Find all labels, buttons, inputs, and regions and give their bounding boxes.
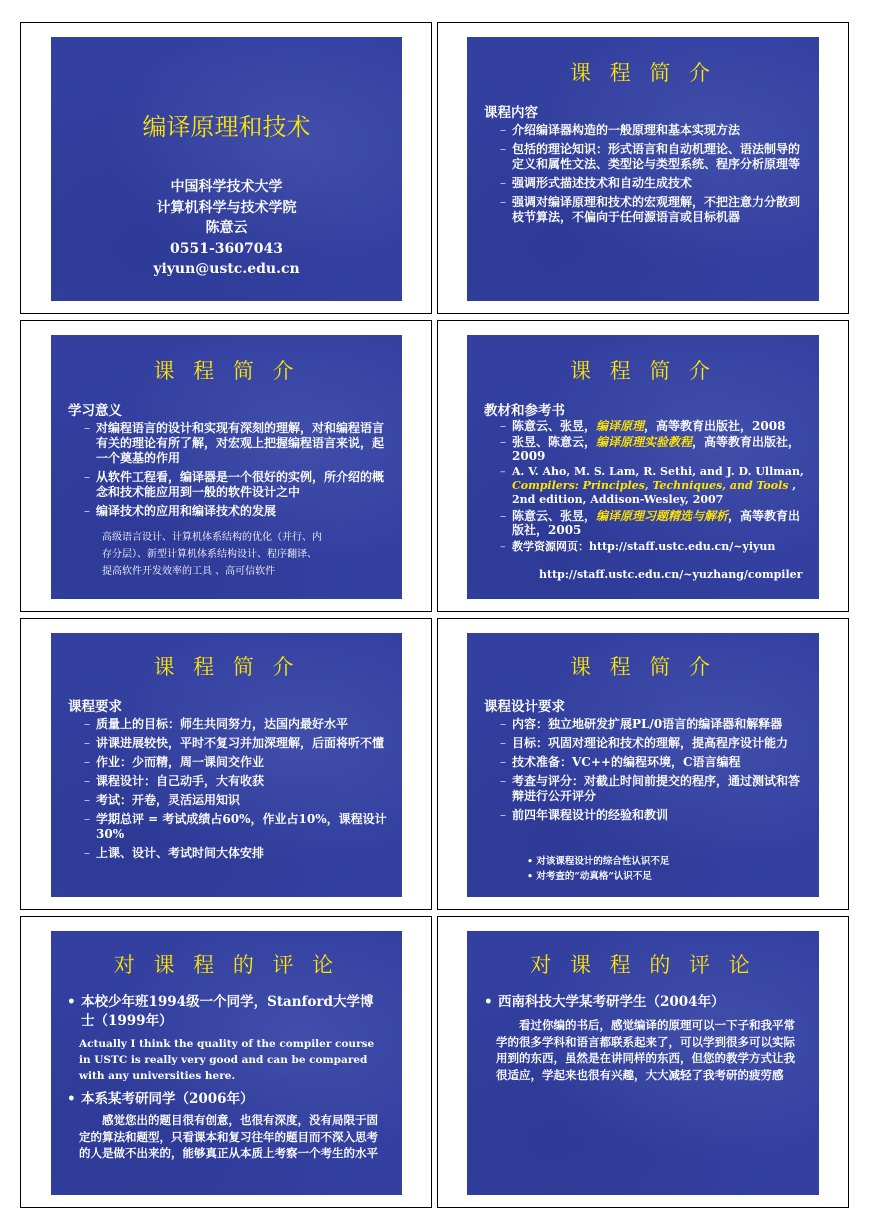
slide-3	[51, 335, 402, 599]
slide-4-references	[500, 419, 808, 554]
ref-publisher: , 2nd edition, Addison-Wesley, 2007	[512, 479, 797, 506]
slide-7-title: 对 课 程 的 评 论	[113, 953, 340, 977]
ref-book-title: 编译原理习题精选与解析	[596, 509, 729, 523]
comment-bullet-2: • 本系某考研同学（2006年）	[81, 1090, 386, 1109]
slide-1-lines	[51, 177, 402, 280]
slide-8	[467, 931, 819, 1195]
list-item: – 目标：巩固对理论和技术的理解，提高程序设计能力	[500, 736, 808, 751]
comment-bullet-1: • 西南科技大学某考研学生（2004年）	[498, 993, 803, 1012]
phone-number: 0551-3607043	[170, 240, 283, 257]
reference-item	[500, 465, 808, 507]
ref-publisher: ，高等教育出版社，2008	[644, 419, 786, 433]
page-cell-8	[437, 916, 849, 1208]
slide-4-section: 教材和参考书	[484, 403, 565, 419]
slide-2	[467, 37, 819, 301]
list-item: – 包括的理论知识：形式语言和自动机理论、语法制导的定义和属性文法、类型论与类型系统、程序分析原理等	[500, 142, 806, 172]
slide-3-list	[84, 421, 390, 523]
ref-authors: A. V. Aho, M. S. Lam, R. Sethi, and J. D. Ullman,	[512, 465, 804, 478]
slide-5-title: 课 程 简 介	[153, 655, 300, 679]
slide-6-sublist	[527, 854, 669, 884]
list-item: – 作业：少而精，周一课间交作业	[84, 755, 390, 770]
page-cell-5	[20, 618, 432, 910]
slide-5-section: 课程要求	[68, 699, 122, 715]
ref-authors: 陈意云、张昱，	[512, 419, 597, 433]
comment-bullet-1: • 本校少年班1994级一个同学，Stanford大学博士（1999年）	[81, 993, 386, 1031]
sub-line: • 对考查的“动真格”认识不足	[527, 871, 652, 882]
list-item: – 强调对编译原理和技术的宏观理解，不把注意力分散到枝节算法，不偏向于任何源语言或目标机器	[500, 195, 806, 225]
list-item: – 考试：开卷，灵活运用知识	[84, 793, 390, 808]
school-name: 计算机科学与技术学院	[156, 199, 297, 216]
slide-2-list	[500, 123, 806, 229]
page-cell-1	[20, 22, 432, 314]
list-item: – 从软件工程看，编译器是一个很好的实例，所介绍的概念和技术能应用到一般的软件设计之中	[84, 470, 390, 500]
slide-1-title: 编译原理和技术	[142, 113, 311, 141]
slide-7	[51, 931, 402, 1195]
list-item: – 编译技术的应用和编译技术的发展	[84, 504, 390, 519]
list-item: – 上课、设计、考试时间大体安排	[84, 846, 390, 861]
page-cell-4	[437, 320, 849, 612]
slide-2-title: 课 程 简 介	[569, 61, 717, 85]
slide-3-title: 课 程 简 介	[153, 359, 300, 383]
list-item: – 内容：独立地研发扩展PL/0语言的编译器和解释器	[500, 717, 808, 732]
slide-6-title: 课 程 简 介	[569, 655, 717, 679]
ref-publisher: ，高等教育出版社， 2009	[512, 435, 801, 463]
list-item: – 前四年课程设计的经验和教训	[500, 808, 808, 823]
sub-line: 高级语言设计、计算机体系结构的优化（并行、内	[102, 532, 322, 543]
comment-text-2: 感觉您出的题目很有创意，也很有深度，没有局限于固定的算法和题型，只看课本和复习往年的题目而不深入思考的人是做不出来的，能够真正从本质上考察一个考生的水平	[79, 1113, 378, 1160]
list-item: – 考查与评分：对截止时间前提交的程序，通过测试和答辩进行公开评分	[500, 774, 808, 804]
sub-line: 存分层）、新型计算机体系结构设计、程序翻译、	[102, 549, 317, 560]
slide-6-list	[500, 717, 808, 827]
sub-line: • 对该课程设计的综合性认识不足	[527, 856, 670, 867]
comment-text-1: 看过你编的书后，感觉编译的原理可以一下子和我平常学的很多学科和语言都联系起来了，可以学到很多可以实际用到的东西，虽然是在讲同样的东西，但您的教学方式让我很适应，学起来也很有兴趣，大大减轻了我考研的疲劳感	[496, 1018, 795, 1082]
ref-book-title: 编译原理	[596, 419, 645, 433]
page-cell-6	[437, 618, 849, 910]
slide-6-section: 课程设计要求	[484, 699, 565, 715]
slide-3-section: 学习意义	[68, 403, 122, 419]
sub-line: 提高软件开发效率的工具 、高可信软件	[102, 566, 276, 577]
page-cell-7	[20, 916, 432, 1208]
list-item: – 介绍编译器构造的一般原理和基本实现方法	[500, 123, 806, 138]
ref-book-title: Compilers: Principles, Techniques, and Tools	[512, 479, 789, 492]
ref-book-title: 编译原理实验教程	[596, 435, 693, 449]
list-item: – 技术准备：VC++的编程环境，C语言编程	[500, 755, 808, 770]
reference-item	[500, 509, 808, 537]
slide-6	[467, 633, 819, 897]
slide-5-list	[84, 717, 390, 865]
list-item: – 讲课进展较快，平时不复习并加深理解，后面将听不懂	[84, 736, 390, 751]
resource-url-2: http://staff.ustc.edu.cn/~yuzhang/compiler	[539, 568, 803, 581]
list-item: – 学期总评 = 考试成绩占60%，作业占10%，课程设计30%	[84, 812, 390, 842]
reference-item	[500, 539, 808, 554]
ref-publisher: ，高等教育出版社，2005	[512, 509, 801, 537]
list-item: – 强调形式描述技术和自动生成技术	[500, 176, 806, 191]
ref-authors: 张昱、陈意云，	[512, 435, 597, 449]
reference-item	[500, 419, 808, 433]
slide-5	[51, 633, 402, 897]
ref-authors: 陈意云、张昱，	[512, 509, 597, 523]
slide-4-title: 课 程 简 介	[569, 359, 717, 383]
page-cell-3	[20, 320, 432, 612]
reference-item	[500, 435, 808, 463]
slide-3-sublist	[102, 529, 392, 580]
comment-text-1: Actually I think the quality of the compiler course in USTC is really very good and can be compared with any universities here.	[79, 1038, 375, 1082]
slide-4	[467, 335, 819, 599]
slide-1	[51, 37, 402, 301]
list-item: – 对编程语言的设计和实现有深刻的理解，对和编程语言有关的理论有所了解，对宏观上把握编程语言来说，起一个奠基的作用	[84, 421, 390, 466]
email-address: yiyun@ustc.edu.cn	[153, 261, 300, 277]
slide-2-section: 课程内容	[484, 105, 538, 121]
resource-url-1: 教学资源网页：http://staff.ustc.edu.cn/~yiyun	[512, 540, 776, 553]
list-item: – 质量上的目标：师生共同努力，达国内最好水平	[84, 717, 390, 732]
author-name: 陈意云	[205, 220, 248, 236]
university-name: 中国科学技术大学	[170, 179, 283, 195]
page-cell-2	[437, 22, 849, 314]
slide-8-title: 对 课 程 的 评 论	[530, 953, 756, 977]
list-item: – 课程设计：自己动手，大有收获	[84, 774, 390, 789]
